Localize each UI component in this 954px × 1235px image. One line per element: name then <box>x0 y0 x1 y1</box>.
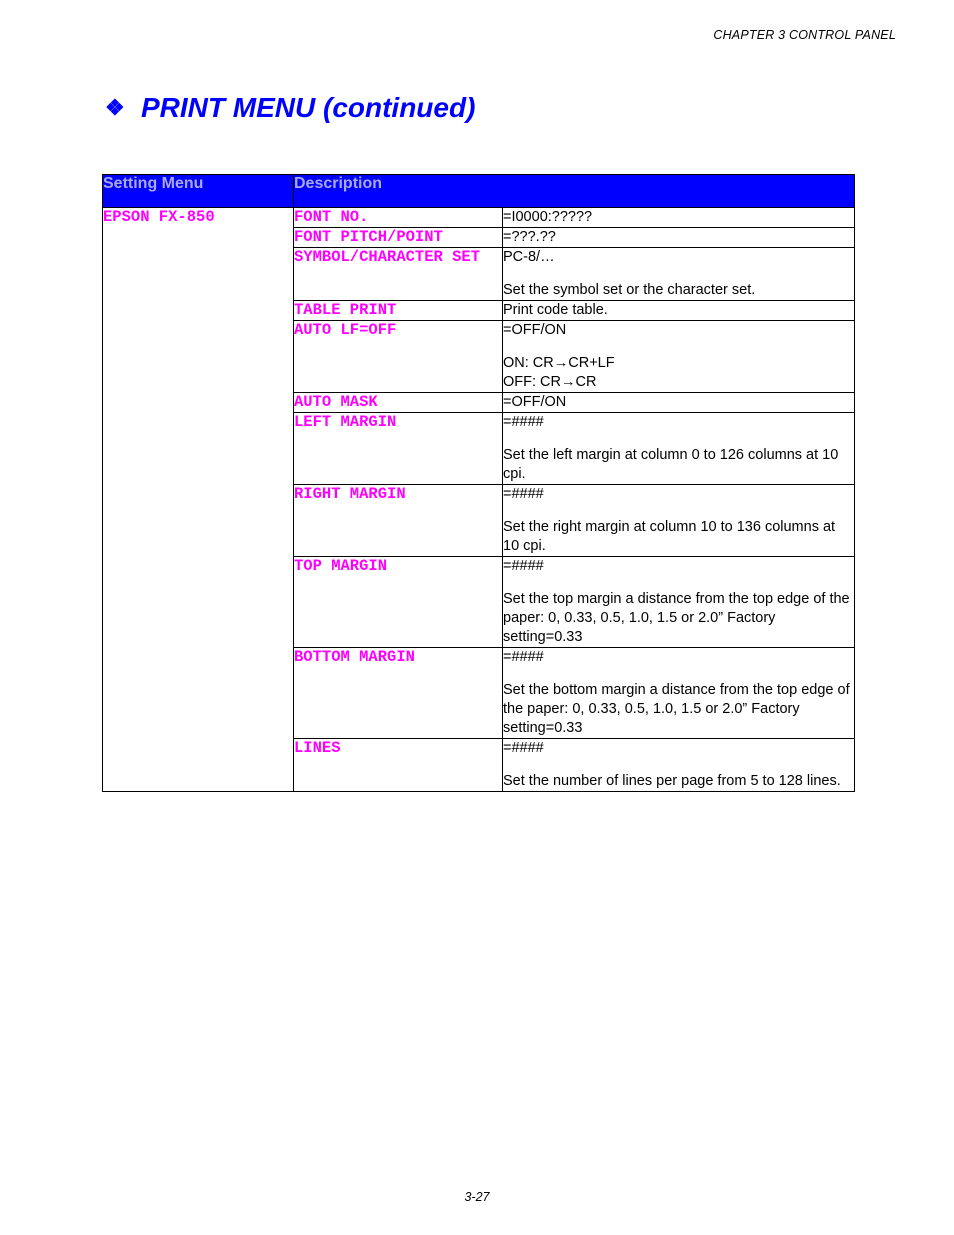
setting-explanation <box>503 446 854 484</box>
four-diamond-icon: ❖ <box>105 95 125 120</box>
page-number: 3-27 <box>464 1190 490 1204</box>
setting-description <box>503 301 855 321</box>
setting-value: =#### <box>503 486 544 502</box>
setting-description <box>503 485 855 557</box>
setting-explanation <box>503 281 854 300</box>
setting-description <box>503 208 855 228</box>
setting-name: BOTTOM MARGIN <box>294 648 503 739</box>
print-menu-table <box>102 174 855 792</box>
setting-description <box>503 228 855 248</box>
setting-value: =???.?? <box>503 229 556 245</box>
table-body <box>103 208 855 792</box>
setting-name: RIGHT MARGIN <box>294 485 503 557</box>
setting-description <box>503 248 855 301</box>
setting-name: FONT NO. <box>294 208 503 228</box>
setting-description <box>503 413 855 485</box>
setting-value: PC-8/… <box>503 249 555 265</box>
page-title-text: PRINT MENU (continued) <box>141 92 476 123</box>
setting-name: TOP MARGIN <box>294 557 503 648</box>
explanation-line: Set the right margin at column 10 to 136 columns at 10 cpi. <box>503 519 836 554</box>
setting-value: Print code table. <box>503 302 608 318</box>
setting-explanation <box>503 681 854 738</box>
setting-description <box>503 321 855 393</box>
setting-name: SYMBOL/CHARACTER SET <box>294 248 503 301</box>
setting-description <box>503 739 855 792</box>
explanation-line: Set the bottom margin a distance from the top edge of the paper: 0, 0.33, 0.5, 1.0, 1.5 or 2.0” Factory setting=0.33 <box>503 682 850 736</box>
setting-name: LEFT MARGIN <box>294 413 503 485</box>
explanation-line: Set the left margin at column 0 to 126 columns at 10 cpi. <box>503 447 839 482</box>
setting-explanation <box>503 354 854 392</box>
setting-name: LINES <box>294 739 503 792</box>
header-setting-menu: Setting Menu <box>103 175 294 208</box>
table-header-row <box>103 175 855 208</box>
explanation-line: Set the symbol set or the character set. <box>503 282 756 298</box>
setting-value: =#### <box>503 740 544 756</box>
setting-value: =I0000:????? <box>503 209 593 225</box>
setting-name: AUTO LF=OFF <box>294 321 503 393</box>
setting-name: FONT PITCH/POINT <box>294 228 503 248</box>
setting-value: =OFF/ON <box>503 322 567 338</box>
running-header: CHAPTER 3 CONTROL PANEL <box>713 28 896 42</box>
setting-description <box>503 393 855 413</box>
setting-description <box>503 557 855 648</box>
setting-name: AUTO MASK <box>294 393 503 413</box>
explanation-line: Set the number of lines per page from 5 to 128 lines. <box>503 773 841 789</box>
setting-description <box>503 648 855 739</box>
setting-name: TABLE PRINT <box>294 301 503 321</box>
header-description: Description <box>294 175 855 208</box>
setting-value: =#### <box>503 558 544 574</box>
group-label: EPSON FX-850 <box>103 208 294 792</box>
setting-value: =#### <box>503 414 544 430</box>
explanation-line: ON: CR→CR+LF <box>503 355 615 371</box>
page-title <box>105 92 475 124</box>
setting-explanation <box>503 772 854 791</box>
table-row <box>103 208 855 228</box>
explanation-line: OFF: CR→CR <box>503 374 597 390</box>
setting-explanation <box>503 518 854 556</box>
setting-value: =#### <box>503 649 544 665</box>
setting-value: =OFF/ON <box>503 394 567 410</box>
explanation-line: Set the top margin a distance from the top edge of the paper: 0, 0.33, 0.5, 1.0, 1.5 or 2.0” Factory setting=0.33 <box>503 591 850 645</box>
setting-explanation <box>503 590 854 647</box>
